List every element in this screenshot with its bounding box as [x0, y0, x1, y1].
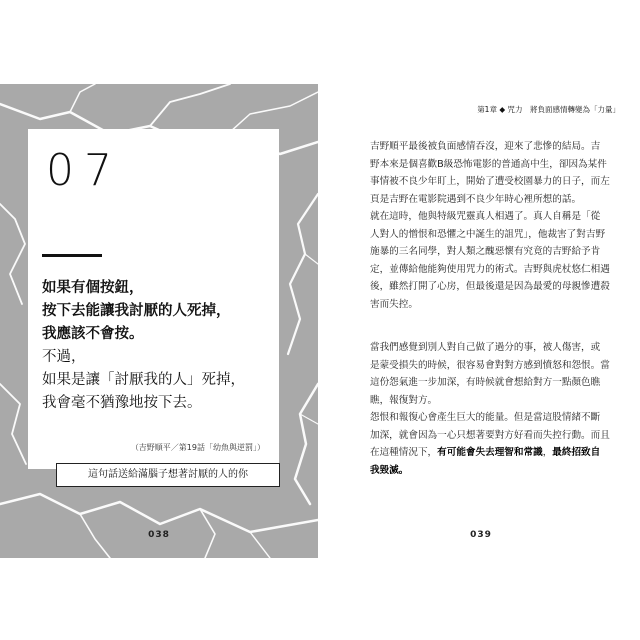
paragraph — [370, 339, 610, 409]
text-line: 當我們感覺到別人對自己做了過分的事，被人傷害，或 — [370, 342, 601, 353]
left-page — [0, 84, 318, 558]
text-line: 後，雖然打開了心房，但最後還是因為最愛的母親慘遭殺 — [370, 281, 610, 292]
body-text — [370, 138, 610, 479]
text-line: 加深，就會因為一心只想著要對方好看而失控行動。而且 — [370, 429, 610, 441]
quote-block — [42, 277, 272, 415]
emphasis-text: 有可能會失去理智和常識 — [437, 447, 543, 458]
text-line: 害而失控。 — [370, 298, 418, 310]
right-page — [322, 84, 640, 558]
chapter-rule — [42, 254, 102, 257]
text-line: 怨恨和報復心會產生巨大的能量。但是當這股情緒不斷 — [370, 412, 601, 423]
text-fragment: ， — [542, 447, 553, 458]
quote-line: 按下去能讓我討厭的人死掉， — [42, 303, 231, 319]
quote-line: 我會毫不猶豫地按下去。 — [42, 395, 202, 411]
text-line: 就在這時，他與特級咒靈真人相遇了。真人自稱是「從 — [370, 211, 601, 222]
quote-line: 我應該不會按。 — [42, 326, 144, 342]
dedication-banner: 這句話送給滿腦子想著討厭的人的你 — [56, 463, 280, 487]
quote-source: （吉野順平／第19話「幼魚與逆罰」） — [130, 443, 265, 452]
text-line — [370, 447, 600, 458]
text-line: 瞧，報復對方。 — [370, 394, 438, 406]
text-line: 施暴的三名同學，對人類之醜惡懷有究竟的吉野給予肯 — [370, 246, 601, 257]
text-line: 事情被不良少年盯上，開始了遭受校園暴力的日子，而左 — [370, 176, 610, 187]
paragraph-gap — [370, 313, 610, 339]
quote-line: 如果是讓「討厭我的人」死掉， — [42, 372, 245, 388]
paragraph — [370, 208, 610, 313]
emphasis-text: 最終招致自 — [552, 447, 601, 458]
text-line: 人對人的憎恨和恐懼之中誕生的詛咒」，他裁害了對吉野 — [370, 228, 606, 240]
paragraph — [370, 138, 610, 208]
page-number-left: 038 — [148, 530, 170, 540]
page-number-right: 039 — [470, 530, 492, 540]
text-line: 定，並傳給他能夠使用咒力的術式。吉野與虎杖悠仁相遇 — [370, 263, 610, 275]
text-line: 野本來是個喜歡B級恐怖電影的普通高中生，卻因為某件 — [370, 158, 607, 170]
quote-line: 如果有個按鈕， — [42, 280, 144, 296]
chapter-number: 07 — [46, 145, 122, 196]
text-line: 吉野順平最後被負面感情吞沒，迎來了悲慘的結局。吉 — [370, 141, 601, 152]
text-line: 是蒙受損失的時候，很容易會對對方感到憤怒和怨恨。當 — [370, 359, 610, 371]
quote-line: 不過， — [42, 349, 86, 365]
text-fragment: 在這種情況下， — [370, 447, 438, 458]
text-line: 這份怨氣進一步加深，有時候就會想給對方一點顏色瞧 — [370, 377, 601, 388]
running-head: 第1章 ◆ 咒力 將負面感情轉變為「力量」 — [477, 105, 620, 114]
emphasis-text: 我毀滅。 — [370, 464, 409, 476]
paragraph — [370, 409, 610, 479]
text-line: 頁是吉野在電影院遇到不良少年時心裡所想的話。 — [370, 193, 582, 205]
quote-card — [28, 129, 279, 469]
